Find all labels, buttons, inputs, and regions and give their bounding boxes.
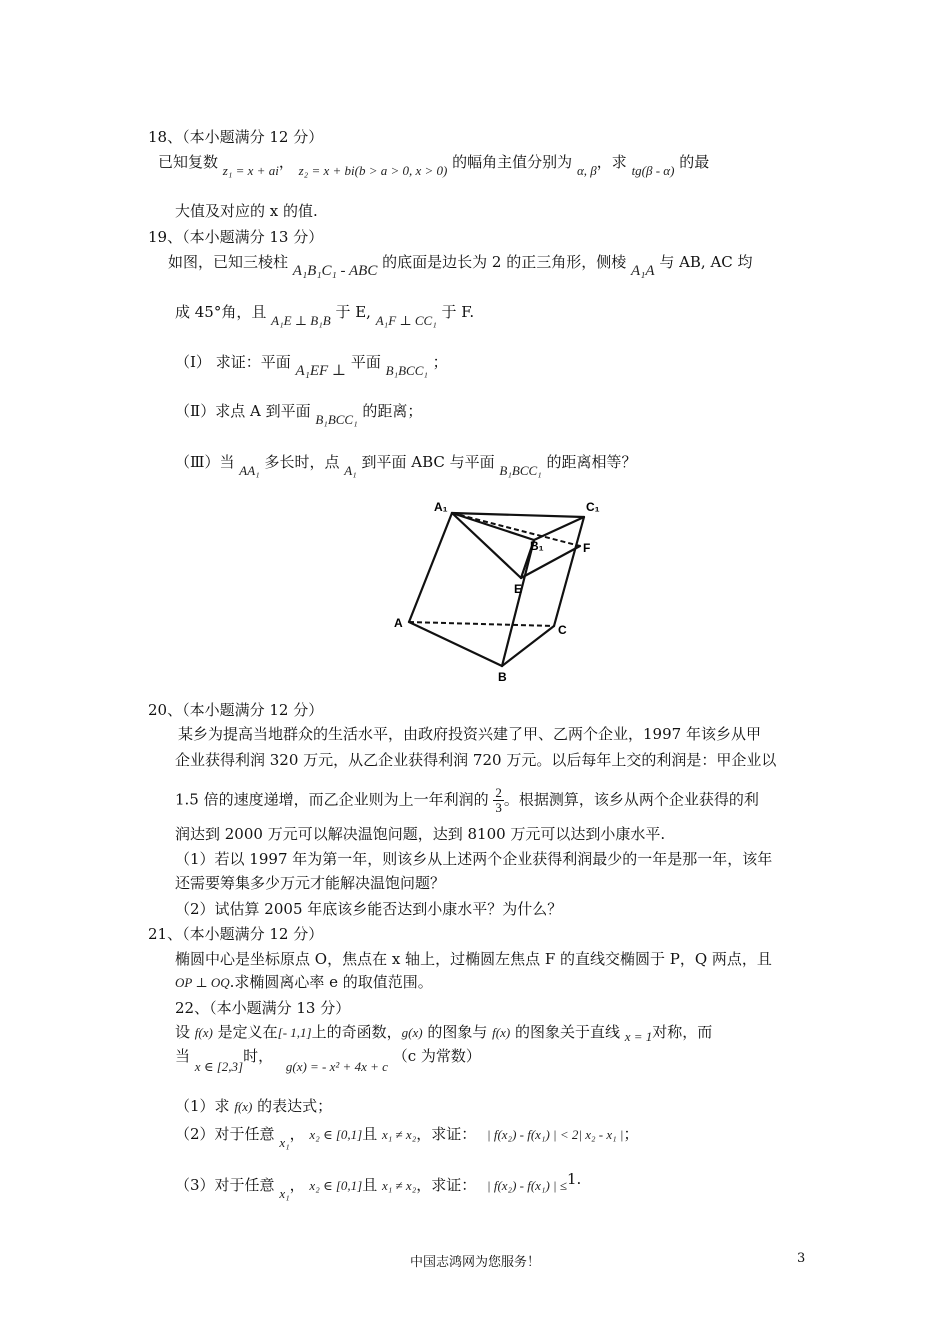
q21-line2 bbox=[175, 972, 433, 993]
q22-p2-x1: x₁ bbox=[279, 1135, 290, 1150]
q22-p2-qie: 且 bbox=[362, 1125, 378, 1143]
q19-p3-text-c: 到平面 ABC 与平面 bbox=[361, 453, 495, 471]
q22-p3-text-a: （3）对于任意 bbox=[175, 1176, 275, 1194]
q18-text-4: 的最 bbox=[679, 153, 710, 171]
q19-text-3: 与 AB, AC 均 bbox=[659, 253, 753, 271]
q19-p1-text-b: 平面 bbox=[350, 353, 381, 371]
prism-figure bbox=[390, 498, 620, 683]
q22-p2-comma: ， bbox=[289, 1125, 305, 1143]
q22-text-6: 对称，而 bbox=[652, 1023, 713, 1041]
q20-line3 bbox=[175, 786, 759, 815]
q22-p3-prove: ，求证： bbox=[416, 1176, 477, 1194]
q21-line2-text: .求椭圆离心率 e 的取值范围。 bbox=[229, 973, 433, 991]
q22-part3 bbox=[175, 1170, 582, 1201]
q22-p3-inequality: | f(x₂) - f(x₁) | ≤ bbox=[487, 1178, 567, 1193]
label-b1: B₁ bbox=[530, 539, 544, 553]
q20-heading: 20、（本小题满分 12 分） bbox=[148, 701, 324, 719]
q20-line1: 某乡为提高当地群众的生活水平，由政府投资兴建了甲、乙两个企业，1997 年该乡从甲 bbox=[178, 725, 761, 743]
q19-p3-text-d: 的距离相等？ bbox=[546, 453, 637, 471]
q22-p2-prove: ，求证： bbox=[416, 1125, 477, 1143]
q19-perp2: A₁F ⊥ CC₁ bbox=[375, 313, 437, 328]
q19-part3 bbox=[175, 452, 637, 478]
q20-fraction-denominator: 3 bbox=[495, 800, 502, 815]
q22-line2 bbox=[175, 1046, 481, 1074]
q19-text-2: 的底面是边长为 2 的正三角形，侧棱 bbox=[382, 253, 627, 271]
q19-p3-aa1: AA₁ bbox=[239, 463, 260, 478]
q19-prism: A₁B₁C₁ - ABC bbox=[292, 263, 378, 279]
q19-p3-plane: B₁BCC₁ bbox=[499, 463, 542, 478]
edge-a1-f-dashed bbox=[452, 513, 580, 546]
q21-perp: OP ⊥ OQ bbox=[175, 975, 230, 990]
q20-line7: （2）试估算 2005 年底该乡能否达到小康水平？为什么？ bbox=[175, 900, 563, 918]
q22-text-5: 的图象关于直线 bbox=[514, 1023, 620, 1041]
q22-p1-fx: f(x) bbox=[234, 1099, 253, 1114]
edge-a1-c1 bbox=[452, 513, 584, 517]
q22-p2-inequality: | f(x₂) - f(x₁) | < 2| x₂ - x₁ | bbox=[487, 1127, 624, 1142]
q19-text-1: 如图，已知三棱柱 bbox=[168, 253, 289, 271]
label-a1: A₁ bbox=[434, 500, 448, 514]
q20-fraction-numerator: 2 bbox=[495, 785, 502, 800]
q18-z1: z₁ = x + ai bbox=[222, 163, 279, 178]
q19-p1-plane1: A₁EF ⊥ bbox=[295, 363, 347, 379]
q19-p1-plane2: B₁BCC₁ bbox=[385, 363, 428, 378]
q19-p3-text-a: （Ⅲ）当 bbox=[175, 453, 235, 471]
q22-text-7: 当 bbox=[175, 1047, 191, 1065]
q22-p3-comma: ， bbox=[289, 1176, 305, 1194]
q21-line1: 椭圆中心是坐标原点 O，焦点在 x 轴上，过椭圆左焦点 F 的直线交椭圆于 P，Q 两点，且 bbox=[175, 950, 772, 968]
q18-z2: z₂ = x + bi(b > a > 0, x > 0) bbox=[298, 163, 448, 178]
q22-x-eq-1: x = 1 bbox=[624, 1029, 653, 1044]
q20-line2: 企业获得利润 320 万元，从乙企业获得利润 720 万元。以后每年上交的利润是：甲企业以 bbox=[175, 751, 777, 769]
q22-p1-text-a: （1）求 bbox=[175, 1097, 230, 1115]
edge-a1-a bbox=[409, 513, 452, 622]
q19-a1a: A₁A bbox=[630, 263, 655, 279]
q22-interval: [- 1,1] bbox=[277, 1025, 312, 1040]
q22-text-1: 设 bbox=[175, 1023, 191, 1041]
q19-p3-text-b: 多长时，点 bbox=[264, 453, 340, 471]
q20-line3-a: 1.5 倍的速度递增，而乙企业则为上一年利润的 bbox=[175, 790, 489, 809]
q22-g-def: g(x) = - x² + 4x + c bbox=[285, 1059, 388, 1074]
page-number: 3 bbox=[797, 1251, 806, 1266]
q22-line1 bbox=[175, 1022, 712, 1043]
q20-fraction bbox=[493, 786, 504, 815]
label-f: F bbox=[583, 541, 591, 555]
q22-part2 bbox=[175, 1124, 639, 1150]
q20-line6: 还需要筹集多少万元才能解决温饱问题？ bbox=[175, 874, 446, 892]
q22-text-8: 时， bbox=[243, 1047, 274, 1065]
q19-line1 bbox=[168, 252, 753, 279]
label-e: E bbox=[514, 582, 523, 596]
q19-p2-plane: B₁BCC₁ bbox=[315, 412, 358, 427]
q19-line2 bbox=[175, 302, 475, 328]
q22-fx-2: f(x) bbox=[492, 1025, 511, 1040]
q22-text-4: 的图象与 bbox=[427, 1023, 488, 1041]
q22-text-9: （c 为常数） bbox=[392, 1047, 481, 1065]
q22-p3-qie: 且 bbox=[362, 1176, 378, 1194]
q22-p3-x2-in: x₂ ∈ [0,1] bbox=[309, 1178, 363, 1193]
q20-line5: （1）若以 1997 年为第一年，则该乡从上述两个企业获得利润最少的一年是那一年，该年 bbox=[175, 850, 773, 868]
q18-heading: 18、（本小题满分 12 分） bbox=[148, 128, 324, 146]
edge-c1-c bbox=[554, 517, 584, 626]
q22-x-in: x ∈ [2,3] bbox=[194, 1059, 244, 1074]
q22-text-2: 是定义在 bbox=[217, 1023, 278, 1041]
q19-p2-text-b: 的距离； bbox=[362, 402, 423, 420]
q22-p3-one: 1. bbox=[567, 1170, 582, 1188]
q19-part2 bbox=[175, 401, 423, 427]
q22-part1 bbox=[175, 1096, 332, 1117]
q20-line3-b: 。根据测算，该乡从两个企业获得的利 bbox=[503, 790, 759, 809]
q22-heading: 22、（本小题满分 13 分） bbox=[175, 999, 351, 1017]
label-c1: C₁ bbox=[586, 500, 600, 514]
q18-text-1: 已知复数 bbox=[158, 153, 219, 171]
q20-line4: 润达到 2000 万元可以解决温饱问题，达到 8100 万元可以达到小康水平. bbox=[175, 825, 666, 843]
q19-part1 bbox=[175, 352, 448, 379]
q18-line1 bbox=[158, 152, 710, 178]
edge-a-c-dashed bbox=[409, 622, 554, 626]
page-footer: 中国志鸿网为您服务！ bbox=[409, 1255, 540, 1270]
q22-p3-neq: x₁ ≠ x₂ bbox=[382, 1178, 417, 1193]
q19-p1-text-a: （I） 求证：平面 bbox=[175, 353, 291, 371]
q22-p3-x1: x₁ bbox=[279, 1186, 290, 1201]
q19-p3-a1: A₁ bbox=[344, 463, 357, 478]
q19-heading: 19、（本小题满分 13 分） bbox=[148, 228, 324, 246]
q19-text-5: 于 E, bbox=[335, 303, 371, 321]
q19-p2-text-a: （Ⅱ）求点 A 到平面 bbox=[175, 402, 311, 420]
label-b: B bbox=[498, 670, 507, 683]
q19-text-4: 成 45°角，且 bbox=[175, 303, 267, 321]
q19-perp1: A₁E ⊥ B₁B bbox=[271, 313, 331, 328]
q22-p1-text-b: 的表达式； bbox=[257, 1097, 333, 1115]
q18-text-2: 的幅角主值分别为 bbox=[452, 153, 573, 171]
q18-text-3: ，求 bbox=[596, 153, 627, 171]
q18-alpha-beta: α, β bbox=[576, 163, 597, 178]
q19-text-6: 于 F. bbox=[441, 303, 475, 321]
edge-a-b bbox=[409, 622, 502, 666]
q22-text-3: 上的奇函数， bbox=[311, 1023, 402, 1041]
q22-fx: f(x) bbox=[194, 1025, 213, 1040]
edge-b-b1 bbox=[502, 540, 534, 666]
q22-p2-semicolon: ； bbox=[623, 1125, 639, 1143]
label-c: C bbox=[558, 623, 567, 637]
q19-p1-text-c: ； bbox=[432, 353, 448, 371]
q21-heading: 21、（本小题满分 12 分） bbox=[148, 925, 324, 943]
q22-p2-x2-in: x₂ ∈ [0,1] bbox=[309, 1127, 363, 1142]
q22-gx: g(x) bbox=[401, 1025, 423, 1040]
q18-comma: ， bbox=[278, 153, 294, 171]
q22-p2-text-a: （2）对于任意 bbox=[175, 1125, 275, 1143]
label-a: A bbox=[394, 616, 403, 630]
q18-tg: tg(β - α) bbox=[631, 163, 675, 178]
q18-line2: 大值及对应的 x 的值. bbox=[175, 202, 318, 220]
q22-p2-neq: x₁ ≠ x₂ bbox=[382, 1127, 417, 1142]
